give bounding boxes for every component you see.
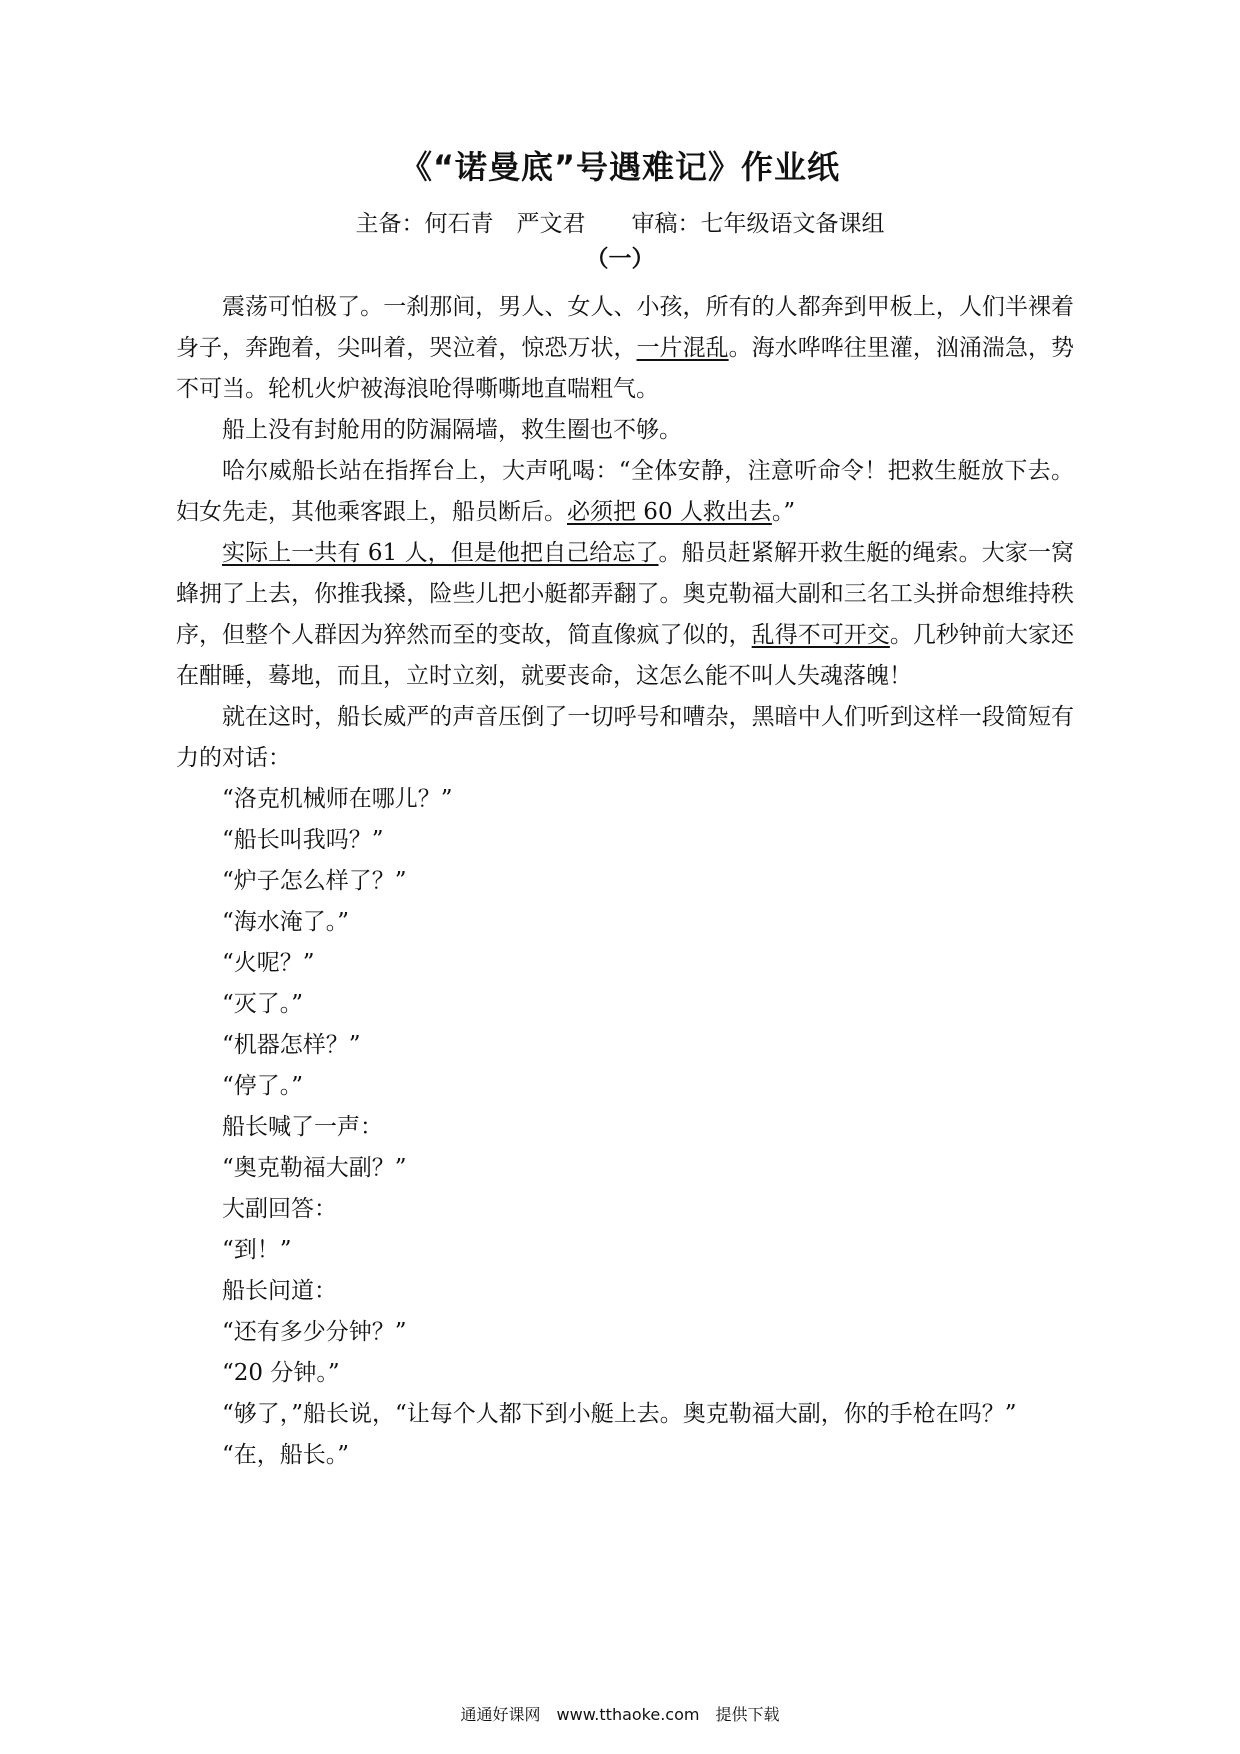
text-run: 。几秒钟前大家还在酣睡，蓦地，而且，立时立刻，就要丧命，这怎么能不叫人失魂落魄！	[176, 622, 1075, 689]
dialogue-line: “洛克机械师在哪儿？”	[222, 786, 453, 812]
dialogue-line: “20 分钟。”	[222, 1360, 340, 1386]
underlined-phrase: 一片混乱	[636, 335, 729, 361]
text-run: 哈尔威船长站在指挥台上，大声吼喝：“全体安静，注意听命令！把救生艇放下去。妇女先走，其他乘客跟上，船员断后。	[176, 458, 1074, 525]
underlined-phrase: 实际上一共有 61 人，但是他把自己给忘了	[222, 540, 659, 566]
dialogue-line: “船长叫我吗？”	[222, 827, 384, 853]
dialogue-line: “炉子怎么样了？”	[222, 868, 407, 894]
dialogue-line: “灭了。”	[222, 991, 304, 1017]
dialogue-line: “到！”	[222, 1237, 292, 1263]
dialogue-line: “奥克勒福大副？”	[222, 1155, 407, 1181]
dialogue-line: “机器怎样？”	[222, 1032, 361, 1058]
article-body	[176, 287, 1074, 1476]
dialogue-line: “火呢？”	[222, 950, 315, 976]
dialogue-line: “海水淹了。”	[222, 909, 350, 935]
dialogue-line: 船长问道：	[222, 1278, 337, 1304]
paragraph-2: 船上没有封舱用的防漏隔墙，救生圈也不够。	[222, 417, 682, 443]
footer-credit: 通通好课网 www.tthaoke.com 提供下载	[460, 1705, 780, 1724]
text-run: 。海水哗哗往里灌，汹涌湍急，势不可当。轮机火炉被海浪呛得嘶嘶地直喘粗气。	[176, 335, 1075, 402]
dialogue-line: “还有多少分钟？”	[222, 1319, 407, 1345]
page-title: 《“诺曼底”号遇难记》作业纸	[399, 148, 841, 186]
dialogue-line: 船长喊了一声：	[222, 1114, 383, 1140]
paragraph-4	[176, 533, 1074, 697]
text-run: 。”	[771, 499, 796, 525]
dialogue-line: 大副回答：	[222, 1196, 337, 1222]
paragraph-3	[176, 451, 1074, 533]
paragraph-1	[176, 287, 1074, 410]
text-run: 震荡可怕极了。一刹那间，男人、女人、小孩，所有的人都奔到甲板上，人们半裸着身子，奔跑着，尖叫着，哭泣着，惊恐万状，	[176, 294, 1074, 361]
dialogue-line: “停了。”	[222, 1073, 304, 1099]
dialogue-line: “够了，”船长说，“让每个人都下到小艇上去。奥克勒福大副，你的手枪在吗？”	[222, 1401, 1017, 1427]
text-run: 。船员赶紧解开救生艇的绳索。大家一窝蜂拥了上去，你推我搡，险些儿把小艇都弄翻了。奥克勒福大副和三名工头拼命想维持秩序，但整个人群因为猝然而至的变故，简直像疯了似的，	[176, 540, 1074, 648]
section-number: （一）	[585, 245, 655, 272]
byline: 主备：何石青 严文君 审稿：七年级语文备课组	[355, 211, 885, 237]
underlined-phrase: 乱得不可开交	[751, 622, 890, 648]
dialogue-line: “在，船长。”	[222, 1442, 350, 1468]
underlined-phrase: 必须把 60 人救出去	[567, 499, 772, 525]
paragraph-5: 就在这时，船长威严的声音压倒了一切呼号和嘈杂，黑暗中人们听到这样一段简短有力的对话：	[176, 704, 1074, 771]
